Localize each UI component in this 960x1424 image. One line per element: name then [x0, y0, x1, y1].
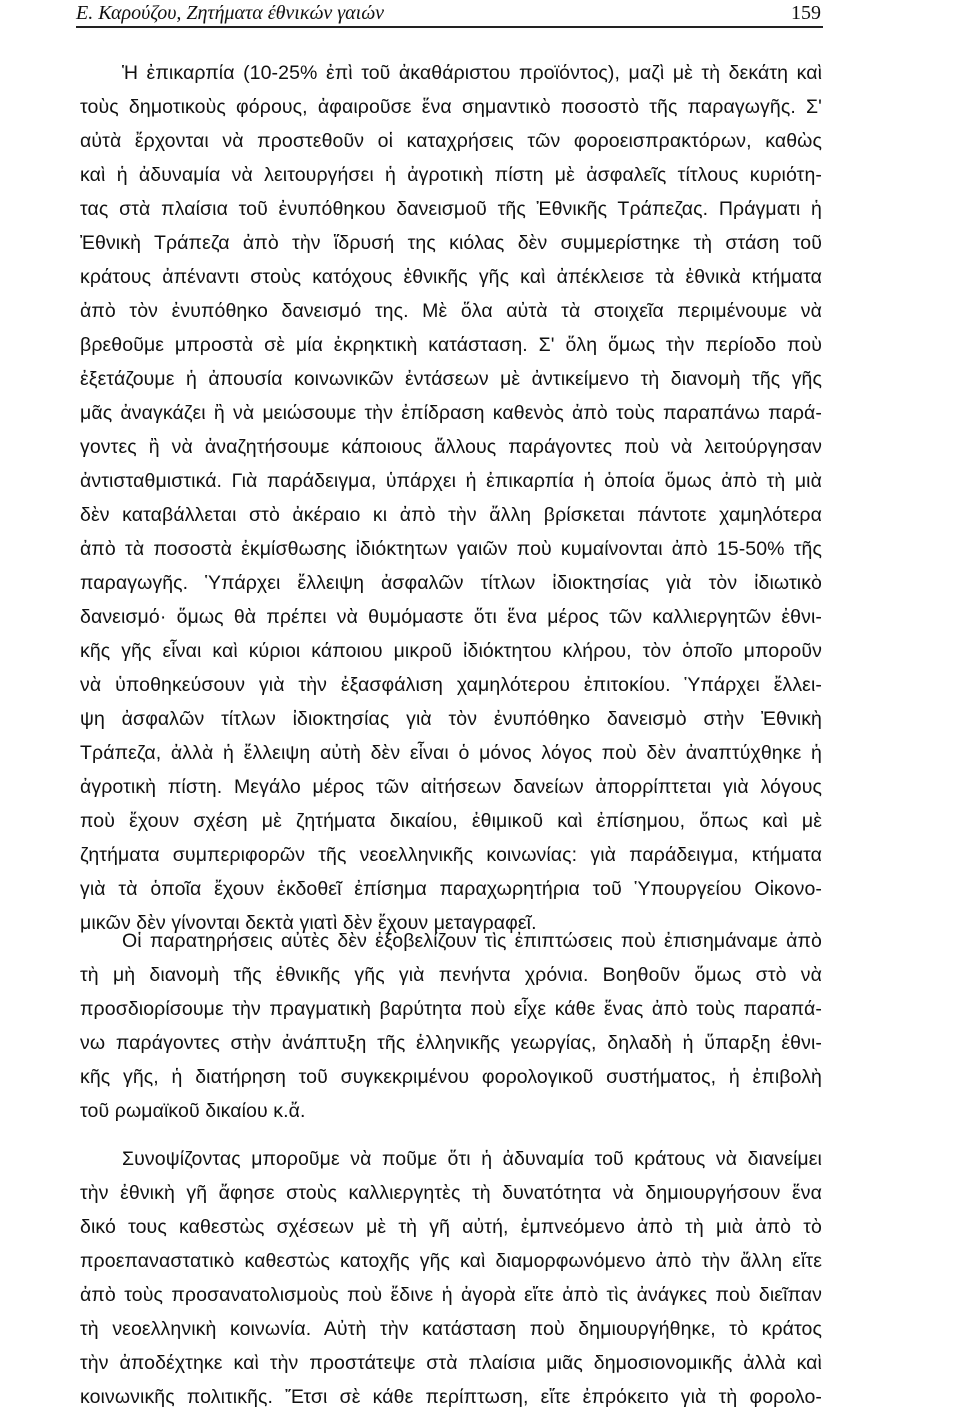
- text-line: παραγωγῆς. Ὑπάρχει ἔλλειψη ἀσφαλῶν τίτλων ἰδιοκτησίας γιὰ τὸν ἰδιωτικὸ: [80, 572, 822, 594]
- text-line: ἐξετάζουμε ἡ ἀπουσία κοινωνικῶν ἐντάσεων μὲ ἀντικείμενο τὴ διανομὴ τῆς γῆς: [80, 368, 822, 390]
- text-line: αὐτὰ ἔρχονται νὰ προστεθοῦν οἱ καταχρήσεις τῶν φοροεισπρακτόρων, καθὼς: [80, 130, 822, 152]
- text-line: Τράπεζα, ἀλλὰ ἡ ἔλλειψη αὐτὴ δὲν εἶναι ὁ μόνος λόγος ποὺ δὲν ἀναπτύχθηκε ἡ: [80, 742, 822, 764]
- text-line: κῆς γῆς εἶναι καὶ κύριοι κάποιου μικροῦ ἰδιόκτητου κλήρου, τὸν ὁποῖο μποροῦν: [80, 640, 822, 662]
- text-line: δὲν καταβάλλεται στὸ ἀκέραιο κι ἀπὸ τὴν ἄλλη βρίσκεται πάντοτε χαμηλότερα: [80, 504, 822, 526]
- text-line: ἀπὸ τοὺς προσανατολισμοὺς ποὺ ἔδινε ἡ ἀγορὰ εἴτε ἀπὸ τὶς ἀνάγκες ποὺ διεῖπαν: [80, 1284, 822, 1306]
- text-line: Ἡ ἐπικαρπία (10-25% ἐπὶ τοῦ ἀκαθάριστου προϊόντος), μαζὶ μὲ τὴ δεκάτη καὶ: [122, 62, 822, 84]
- text-line: τοῦ ρωμαϊκοῦ δικαίου κ.ἄ.: [80, 1100, 306, 1122]
- text-line: ψη ἀσφαλῶν τίτλων ἰδιοκτησίας γιὰ τὸν ἐνυπόθηκο δανεισμὸ στὴν Ἐθνικὴ: [80, 708, 822, 730]
- text-line: κοινωνικῆς πολιτικῆς. Ἔτσι σὲ κάθε περίπτωση, εἴτε ἐπρόκειτο γιὰ τὴ φορολο-: [80, 1386, 822, 1408]
- text-line: Συνοψίζοντας μποροῦμε νὰ ποῦμε ὅτι ἡ ἀδυναμία τοῦ κράτους νὰ διανείμει: [122, 1148, 822, 1170]
- text-line: ποὺ ἔχουν σχέση μὲ ζητήματα δικαίου, ἐθιμικοῦ καὶ ἐπίσημου, ὅπως καὶ μὲ: [80, 810, 822, 832]
- text-line: μικῶν δὲν γίνονται δεκτὰ γιατὶ δὲν ἔχουν μεταγραφεῖ.: [80, 912, 537, 934]
- header-rule: [76, 26, 823, 28]
- text-line: Ἐθνικὴ Τράπεζα ἀπὸ τὴν ἵδρυσή της κιόλας δὲν συμμερίστηκε τὴ στάση τοῦ: [80, 232, 822, 254]
- text-line: βρεθοῦμε μπροστὰ σὲ μία ἐκρηκτικὴ κατάσταση. Σ' ὅλη ὅμως τὴν περίοδο ποὺ: [80, 334, 822, 356]
- text-line: κράτους ἀπέναντι στοὺς κατόχους ἐθνικῆς γῆς καὶ ἀπέκλεισε τὰ ἐθνικὰ κτήματα: [80, 266, 822, 288]
- text-line: τὴ νεοελληνικὴ κοινωνία. Αὐτὴ τὴν κατάσταση ποὺ δημιουργήθηκε, τὸ κράτος: [80, 1318, 822, 1340]
- text-line: τοὺς δημοτικοὺς φόρους, ἀφαιροῦσε ἕνα σημαντικὸ ποσοστὸ τῆς παραγωγῆς. Σ': [80, 96, 822, 118]
- text-line: κῆς γῆς, ἡ διατήρηση τοῦ συγκεκριμένου φορολογικοῦ συστήματος, ἡ ἐπιβολὴ: [80, 1066, 822, 1088]
- text-line: νω παράγοντες στὴν ἀνάπτυξη τῆς ἑλληνικῆς γεωργίας, δηλαδὴ ἡ ὕπαρξη ἐθνι-: [80, 1032, 822, 1054]
- text-line: δικό τους καθεστὼς σχέσεων μὲ τὴ γῆ αὐτή, ἐμπνεόμενο ἀπὸ τὴ μιὰ ἀπὸ τὸ: [80, 1216, 822, 1238]
- text-line: τὴν ἀποδέχτηκε καὶ τὴν προστάτεψε στὰ πλαίσια μιᾶς δημοσιονομικῆς ἀλλὰ καὶ: [80, 1352, 822, 1374]
- text-line: τας στὰ πλαίσια τοῦ ἐνυπόθηκου δανεισμοῦ τῆς Ἐθνικῆς Τράπεζας. Πράγματι ἡ: [80, 198, 822, 220]
- text-line: ἀγροτικὴ πίστη. Μεγάλο μέρος τῶν αἰτήσεων δανείων ἀπορρίπτεται γιὰ λόγους: [80, 776, 822, 798]
- text-line: προεπαναστατικὸ καθεστὼς κατοχῆς γῆς καὶ διαμορφωνόμενο ἀπὸ τὴν ἄλλη εἴτε: [80, 1250, 822, 1272]
- text-line: δανεισμό· ὅμως θὰ πρέπει νὰ θυμόμαστε ὅτι ἕνα μέρος τῶν καλλιεργητῶν ἐθνι-: [80, 606, 822, 628]
- text-line: τὴ μὴ διανομὴ τῆς ἐθνικῆς γῆς γιὰ πενήντα χρόνια. Βοηθοῦν ὅμως στὸ νὰ: [80, 964, 822, 986]
- text-line: νὰ ὑποθηκεύσουν γιὰ τὴν ἐξασφάλιση χαμηλότερου ἐπιτοκίου. Ὑπάρχει ἔλλει-: [80, 674, 822, 696]
- text-line: γοντες ἢ νὰ ἀναζητήσουμε κάποιους ἄλλους παράγοντες ποὺ νὰ λειτούργησαν: [80, 436, 822, 458]
- page-number: 159: [791, 2, 821, 24]
- text-line: τὴν ἐθνικὴ γῆ ἄφησε στοὺς καλλιεργητὲς τὴ δυνατότητα νὰ δημιουργήσουν ἕνα: [80, 1182, 822, 1204]
- text-line: προσδιορίσουμε τὴν πραγματικὴ βαρύτητα ποὺ εἶχε κάθε ἕνας ἀπὸ τοὺς παραπά-: [80, 998, 822, 1020]
- text-line: μᾶς ἀναγκάζει ἢ νὰ μειώσουμε τὴν ἐπίδραση καθενὸς ἀπὸ τοὺς παραπάνω παρά-: [80, 402, 822, 424]
- text-line: ἀπὸ τὰ ποσοστὰ ἐκμίσθωσης ἰδιόκτητων γαιῶν ποὺ κυμαίνονται ἀπὸ 15-50% τῆς: [80, 538, 822, 560]
- text-line: ἀντισταθμιστικά. Γιὰ παράδειγμα, ὑπάρχει ἡ ἐπικαρπία ἡ ὁποία ὅμως ἀπὸ τὴ μιὰ: [80, 470, 822, 492]
- text-line: ἀπὸ τὸν ἐνυπόθηκο δανεισμό της. Μὲ ὅλα αὐτὰ τὰ στοιχεῖα περιμένουμε νὰ: [80, 300, 822, 322]
- text-line: καὶ ἡ ἀδυναμία νὰ λειτουργήσει ἡ ἀγροτικὴ πίστη μὲ ἀσφαλεῖς τίτλους κυριότη-: [80, 164, 822, 186]
- text-line: ζητήματα συμπεριφορῶν τῆς νεοελληνικῆς κοινωνίας: γιὰ παράδειγμα, κτήματα: [80, 844, 822, 866]
- text-line: γιὰ τὰ ὁποῖα ἔχουν ἐκδοθεῖ ἐπίσημα παραχωρητήρια τοῦ Ὑπουργείου Οἰκονο-: [80, 878, 822, 900]
- text-line: Οἱ παρατηρήσεις αὐτὲς δὲν ἐξοβελίζουν τὶς ἐπιπτώσεις ποὺ ἐπισημάναμε ἀπὸ: [122, 930, 822, 952]
- running-header-title: Ε. Καρούζου, Ζητήματα έθνικών γαιών: [76, 2, 385, 24]
